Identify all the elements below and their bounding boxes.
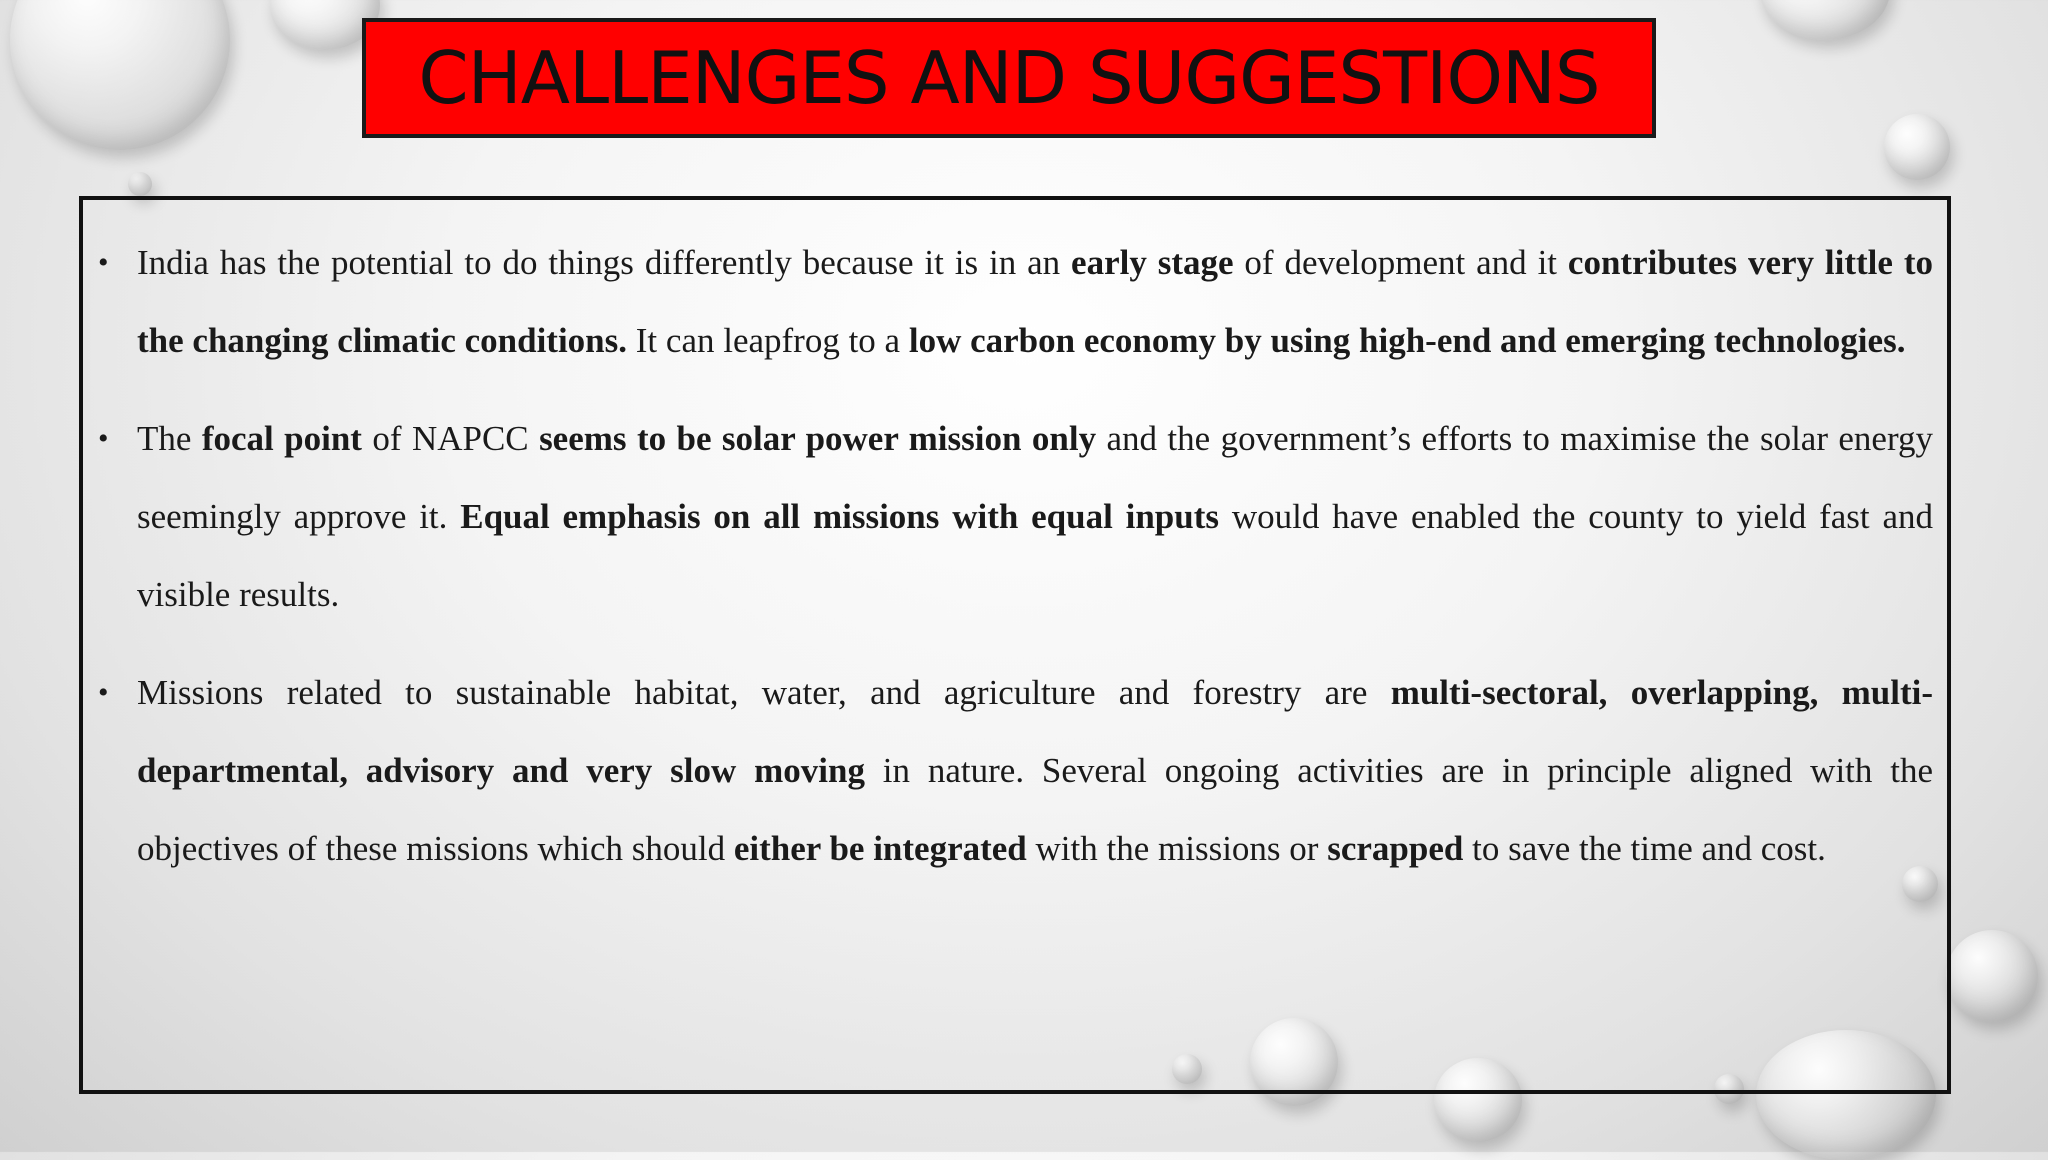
content-panel [79, 196, 1951, 1094]
water-drop-decoration [1884, 114, 1950, 180]
bold-text: multi-sectoral, overlapping, multi-departmental, advisory and very slow moving [137, 673, 1934, 790]
bold-text: seems to be solar power mission only [539, 419, 1097, 458]
water-drop-decoration [10, 0, 230, 150]
body-text: India has the potential to do things differently because it is in an [137, 243, 1072, 282]
body-text: The [137, 419, 202, 458]
body-text: and the government’s efforts to maximise the solar energy seemingly approve it. [137, 419, 1933, 536]
water-drop-decoration [1946, 930, 2038, 1022]
bullet-marker: • [98, 676, 109, 709]
bold-text: early stage [1071, 243, 1234, 282]
slide-title: CHALLENGES AND SUGGESTIONS [418, 36, 1600, 120]
body-text: of development and it [1233, 243, 1568, 282]
body-text: with the missions or [1026, 829, 1328, 868]
bold-text: Equal emphasis on all missions with equal inputs [460, 497, 1220, 536]
body-text: of NAPCC [361, 419, 540, 458]
bold-text: focal point [201, 419, 362, 458]
body-text: would have enabled the county to yield fast and visible results. [137, 497, 1933, 614]
bullet-marker: • [98, 246, 109, 279]
bold-text: contributes very little to the changing climatic conditions. [137, 243, 1933, 360]
bold-text: scrapped [1327, 829, 1464, 868]
bullet-marker: • [98, 422, 109, 455]
body-text: Missions related to sustainable habitat, water, and agriculture and forestry are [137, 673, 1391, 712]
body-text: It can leapfrog to a [627, 321, 909, 360]
bold-text: either be integrated [733, 829, 1027, 868]
bullet-item [83, 654, 1947, 888]
bullet-item [83, 400, 1947, 634]
bullet-item [83, 224, 1947, 380]
body-text: to save the time and cost. [1463, 829, 1826, 868]
water-drop-decoration [1760, 0, 1890, 40]
title-banner [362, 18, 1656, 138]
body-text: in nature. Several ongoing activities are in principle aligned with the objectives of these missions which should [137, 751, 1934, 868]
bullet-list [83, 224, 1947, 908]
bold-text: low carbon economy by using high-end and emerging technologies. [908, 321, 1906, 360]
water-drop-decoration [128, 172, 152, 196]
